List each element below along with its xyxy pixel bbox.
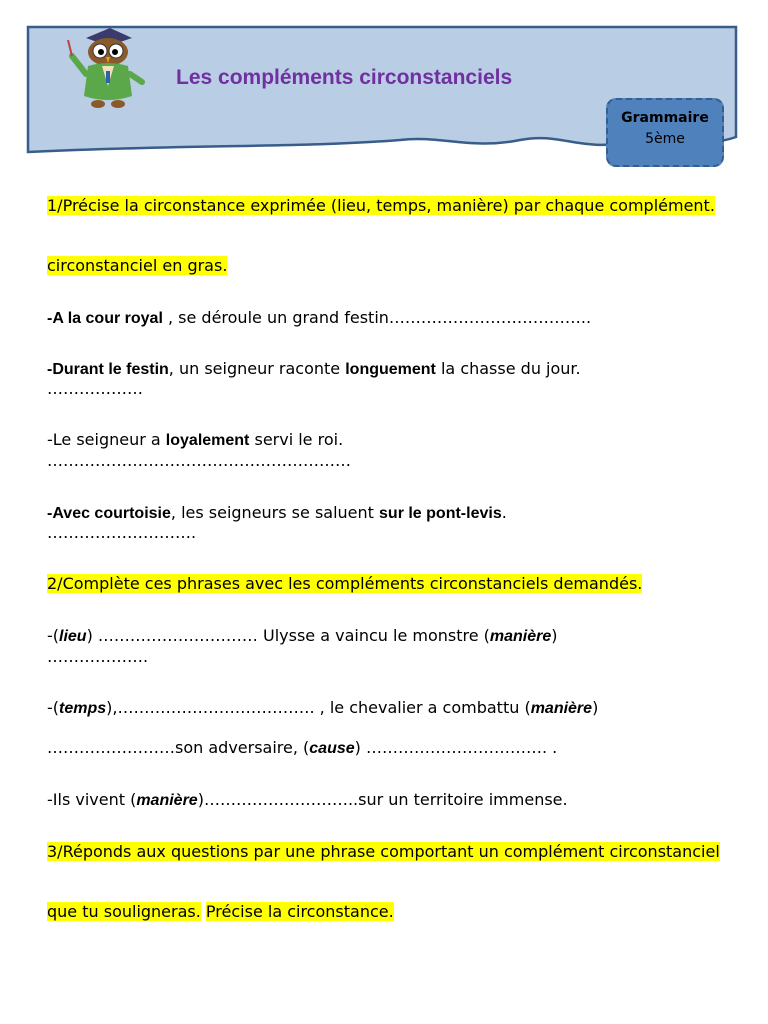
exercise1-heading bbox=[47, 196, 727, 216]
bold-complement: longuement bbox=[345, 361, 436, 378]
exercise3-heading-line1: 3/Réponds aux questions par une phrase comportant un complément circonstanciel bbox=[47, 842, 720, 861]
sentence-text: ) bbox=[592, 698, 599, 717]
sentence-text: ……………………son adversaire, ( bbox=[47, 738, 310, 757]
sentence-text: -( bbox=[47, 698, 60, 717]
exercise2-sentence-3 bbox=[47, 738, 727, 759]
circumstance-type: temps bbox=[59, 700, 107, 717]
bold-complement: sur le pont-levis bbox=[379, 505, 502, 522]
exercise1-heading-cont bbox=[47, 256, 727, 276]
exercise2-heading-text: 2/Complète ces phrases avec les compléments circonstanciels demandés. bbox=[47, 574, 643, 593]
exercise2-heading bbox=[47, 574, 727, 594]
sentence-text: servi le roi. bbox=[249, 430, 344, 449]
sentence-text: ),………………………………. , le chevalier a combattu ( bbox=[106, 698, 531, 717]
page-title: Les compléments circonstanciels bbox=[176, 66, 513, 89]
exercise1-sentence-4 bbox=[47, 503, 727, 524]
exercise3-heading-cont bbox=[47, 902, 727, 922]
sentence-text: la chasse du jour. bbox=[435, 359, 581, 378]
badge-subject: Grammaire bbox=[621, 110, 709, 126]
answer-blank: ………………………. bbox=[47, 523, 197, 542]
sentence-text: , un seigneur raconte bbox=[168, 359, 346, 378]
answer-blank: ……………………………….. bbox=[388, 308, 592, 327]
exercise2-sentence-4 bbox=[47, 790, 727, 811]
exercise1-sentence-1 bbox=[47, 308, 727, 329]
sentence-text: . bbox=[501, 503, 507, 522]
exercise1-sentence-3 bbox=[47, 430, 727, 451]
owl-teacher-icon bbox=[66, 26, 150, 112]
exercise3-heading bbox=[47, 842, 727, 862]
exercise1-heading-line1: 1/Précise la circonstance exprimée (lieu, temps, manière) par chaque complément. bbox=[47, 196, 715, 215]
exercise3-heading-line2b: Précise la circonstance. bbox=[205, 902, 394, 921]
circumstance-type: manière bbox=[489, 628, 552, 645]
sentence-text: ) ……………………………. . bbox=[354, 738, 558, 757]
sentence-text: -( bbox=[47, 626, 60, 645]
circumstance-type: manière bbox=[136, 792, 198, 809]
exercise3-heading-line2a: que tu souligneras. bbox=[47, 902, 201, 921]
sentence-text: )………………………..sur un territoire immense. bbox=[197, 790, 568, 809]
sentence-text: -Le seigneur a bbox=[47, 430, 166, 449]
exercise2-sentence-1 bbox=[47, 626, 727, 647]
exercise1-heading-line2: circonstanciel en gras. bbox=[47, 256, 228, 275]
subject-badge bbox=[606, 98, 724, 167]
bold-complement: -A la cour royal bbox=[47, 310, 163, 327]
exercise2-sentence-2 bbox=[47, 698, 727, 719]
circumstance-type: manière bbox=[530, 700, 593, 717]
sentence-text: -Ils vivent ( bbox=[47, 790, 137, 809]
exercise1-sentence-2 bbox=[47, 359, 727, 380]
sentence-text: ) bbox=[551, 626, 558, 645]
answer-blank: ………………………………………………… bbox=[47, 451, 351, 470]
answer-blank: ………………. bbox=[47, 647, 149, 666]
bold-complement: -Avec courtoisie bbox=[47, 505, 171, 522]
badge-level: 5ème bbox=[645, 131, 685, 147]
circumstance-type: cause bbox=[309, 740, 355, 757]
answer-blank: ……………… bbox=[47, 379, 143, 398]
sentence-text: , les seigneurs se saluent bbox=[170, 503, 380, 522]
bold-complement: loyalement bbox=[165, 432, 250, 449]
bold-complement: -Durant le festin bbox=[47, 361, 169, 378]
sentence-text: ) ………………………… Ulysse a vaincu le monstre ( bbox=[86, 626, 490, 645]
sentence-text: , se déroule un grand festin bbox=[162, 308, 389, 327]
circumstance-type: lieu bbox=[59, 628, 87, 645]
